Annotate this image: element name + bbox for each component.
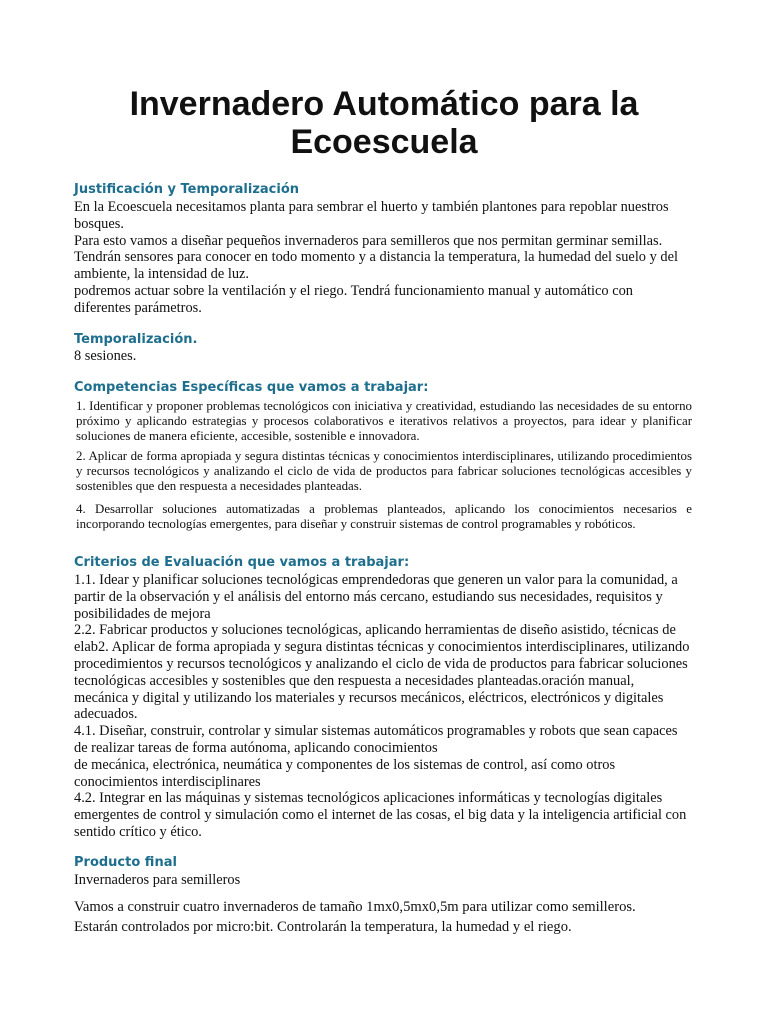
- page-title-line-2: Ecoescuela: [290, 123, 478, 161]
- section-heading-temporalizacion: Temporalización.: [74, 332, 198, 347]
- criterio-paragraph: 2.2. Fabricar productos y soluciones tecnológicas, aplicando herramientas de diseño asistido, técnicas de elab2. Aplicar de forma apropiada y segura distintas técnicas y conocimientos interdisciplinares, utilizando procedimientos y recursos tecnológicos y analizando el ciclo de vida de productos para fabricar soluciones tecnológicas accesibles y sostenibles que den respuesta a necesidades planteadas.oración manual, mecánica y digital y utilizando los materiales y recursos mecánicos, eléctricos, electrónicos y digitales adecuados.: [74, 622, 690, 723]
- justificacion-paragraph: podremos actuar sobre la ventilación y el riego. Tendrá funcionamiento manual y automático con diferentes parámetros.: [74, 282, 633, 316]
- justificacion-paragraph: En la Ecoescuela necesitamos planta para sembrar el huerto y también plantones para repoblar nuestros bosques.: [74, 199, 669, 232]
- section-heading-competencias: Competencias Específicas que vamos a trabajar:: [74, 380, 429, 395]
- justificacion-paragraph: Para esto vamos a diseñar pequeños invernaderos para semilleros que nos permitan germinar semillas. Tendrán sensores para conocer en todo momento y a distancia la temperatura, la humedad del suelo y del ambiente, la intensidad de luz.: [74, 232, 678, 283]
- temporalizacion-text: 8 sesiones.: [74, 348, 137, 364]
- competencia-item: 1. Identificar y proponer problemas tecnológicos con iniciativa y creatividad, estudiando las necesidades de su entorno próximo y aplicando estrategias y procesos colaborativos e iterativos relativos a proyectos, para idear y planificar soluciones de manera eficiente, accesible, sostenible e innovadora.: [76, 399, 692, 443]
- criterio-paragraph: 1.1. Idear y planificar soluciones tecnológicas emprendedoras que generen un valor para la comunidad, a partir de la observación y el análisis del entorno más cercano, estudiando sus necesidades, requisitos y posibilidades de mejora: [74, 572, 678, 622]
- criterio-paragraph: 4.1. Diseñar, construir, controlar y simular sistemas automáticos programables y robots que sean capaces de realizar tareas de forma autónoma, aplicando conocimientos: [74, 723, 678, 756]
- criterio-paragraph: de mecánica, electrónica, neumática y componentes de los sistemas de control, así como otros conocimientos interdisciplinares: [74, 756, 616, 790]
- producto-description: [74, 897, 694, 937]
- producto-paragraph: Vamos a construir cuatro invernaderos de tamaño 1mx0,5mx0,5m para utilizar como semilleros.: [74, 899, 636, 915]
- producto-text: Invernaderos para semilleros: [74, 872, 241, 888]
- criterios-body: [74, 572, 690, 841]
- section-heading-justificacion: Justificación y Temporalización: [74, 182, 300, 197]
- producto-paragraph: Estarán controlados por micro:bit. Controlarán la temperatura, la humedad y el riego.: [74, 919, 572, 935]
- page-title: [0, 85, 768, 161]
- competencia-item: 2. Aplicar de forma apropiada y segura distintas técnicas y conocimientos interdisciplinares, utilizando procedimientos y recursos tecnológicos y analizando el ciclo de vida de productos para fabricar soluciones tecnológicas accesibles y sostenibles que den respuesta a necesidades planteadas.: [76, 449, 692, 493]
- page-title-line-1: Invernadero Automático para la: [129, 85, 639, 123]
- section-heading-criterios: Criterios de Evaluación que vamos a trabajar:: [74, 555, 410, 570]
- justificacion-body: [74, 199, 690, 317]
- criterio-paragraph: 4.2. Integrar en las máquinas y sistemas tecnológicos aplicaciones informáticas y tecnologías digitales emergentes de control y simulación como el internet de las cosas, el big data y la inteligencia artificial con sentido crítico y ético.: [74, 790, 687, 840]
- competencia-item: 4. Desarrollar soluciones automatizadas a problemas planteados, aplicando los conocimientos necesarios e incorporando tecnologías emergentes, para diseñar y construir sistemas de control programables y robóticos.: [76, 502, 692, 531]
- section-heading-producto: Producto final: [74, 855, 177, 870]
